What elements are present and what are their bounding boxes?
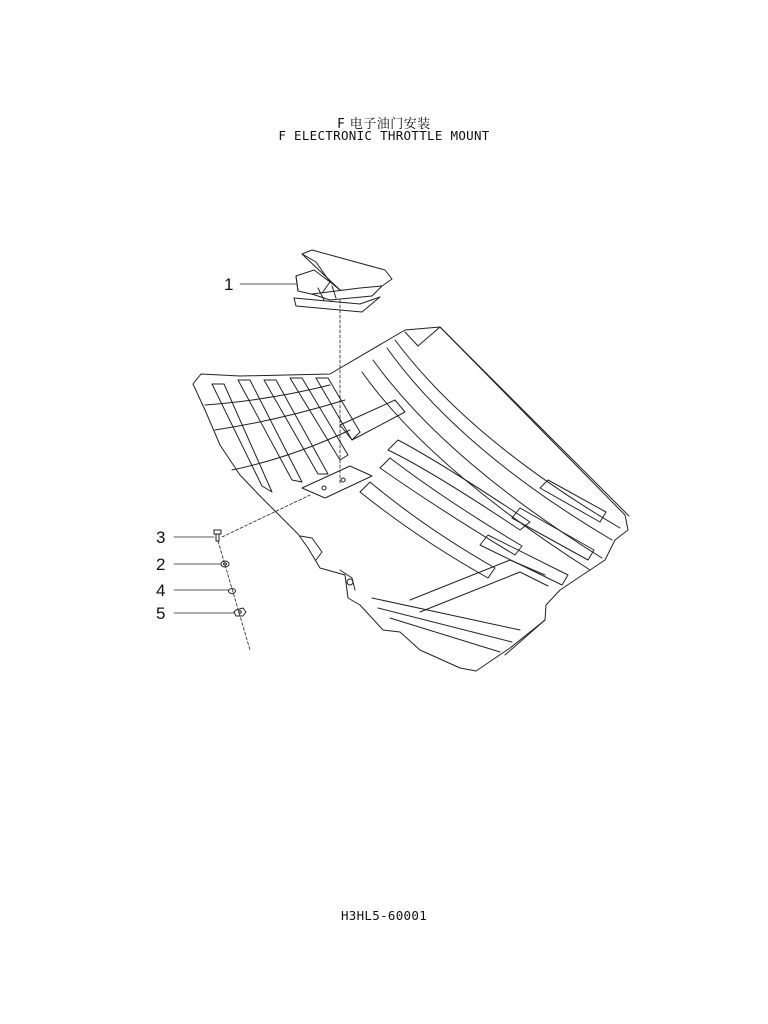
callout-1: 1 [224, 275, 234, 294]
title-english: F ELECTRONIC THROTTLE MOUNT [278, 128, 490, 143]
callout-5: 5 [156, 604, 166, 623]
bolt-part [214, 530, 221, 541]
floor-panel-part [193, 327, 629, 671]
callout-3: 3 [156, 528, 166, 547]
drawing-number: H3HL5-60001 [340, 908, 428, 923]
throttle-pedal-part [294, 250, 392, 312]
callout-4: 4 [156, 581, 166, 600]
title-chinese: F 电子油门安装 [337, 117, 431, 132]
callout-2: 2 [156, 555, 166, 574]
